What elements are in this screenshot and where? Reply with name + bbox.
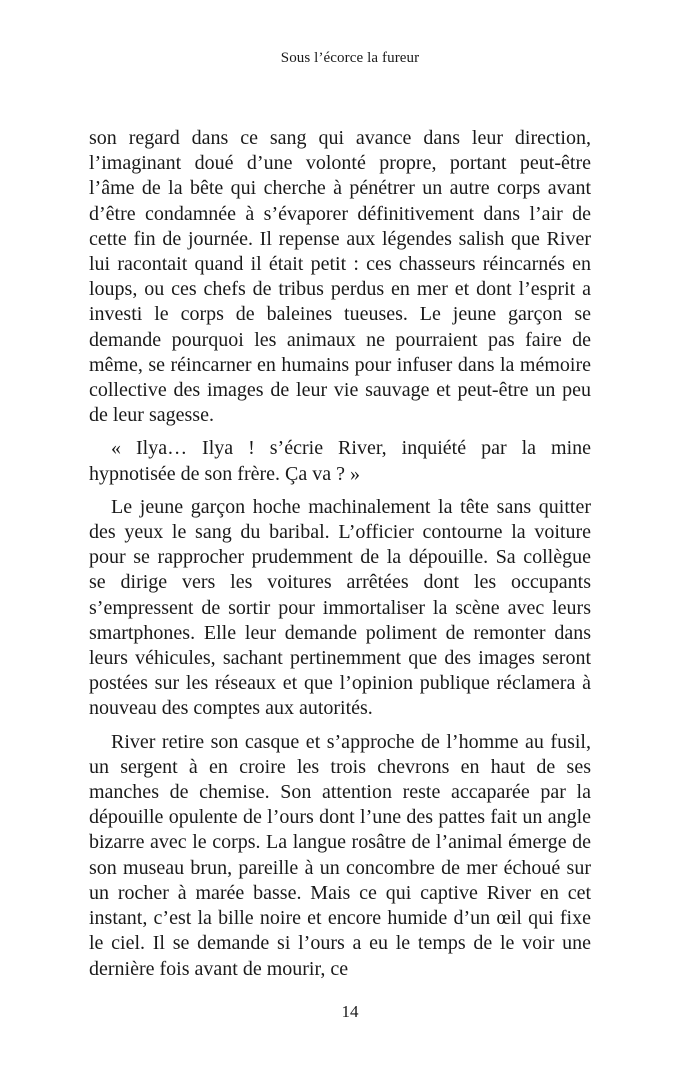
paragraph: son regard dans ce sang qui avance dans leur direction, l’imaginant doué d’une volonté propre, portant peut-être l’âme de la bête qui cherche à pénétrer un autre corps avant d’être condamnée à s’évaporer définitivement dans l’air de cette fin de journée. Il repense aux légendes salish que River lui racontait quand il était petit : ces chasseurs réincarnés en loups, ou ces chefs de tribus perdus en mer et dont l’esprit a investi le corps de baleines tueuses. Le jeune garçon se demande pourquoi les animaux ne pourraient pas faire de même, se réincarner en humains pour infuser dans la mémoire collective des images de leur vie sauvage et peut-être un peu de leur sagesse. (89, 127, 591, 427)
dialogue-paragraph: « Ilya… Ilya ! s’écrie River, inquiété par la mine hypnotisée de son frère. Ça va ? » (89, 437, 591, 485)
page-number: 14 (341, 1002, 359, 1021)
paragraph: River retire son casque et s’approche de l’homme au fusil, un sergent à en croire les trois chevrons en haut de ses manches de chemise. Son attention reste accaparée par la dépouille opulente de l’ours dont l’une des pattes fait un angle bizarre avec le corps. La langue rosâtre de l’animal émerge de son museau brun, pareille à un concombre de mer échoué sur un rocher à marée basse. Mais ce qui captive River en cet instant, c’est la bille noire et encore humide d’un œil qui fixe le ciel. Il se demande si l’ours a eu le temps de le voir une dernière fois avant de mourir, ce (89, 730, 591, 980)
body-text (89, 126, 591, 982)
running-header: Sous l’écorce la fureur (280, 50, 420, 66)
paragraph: Le jeune garçon hoche machinalement la tête sans quitter des yeux le sang du baribal. L’officier contourne la voiture pour se rapprocher prudemment de la dépouille. Sa collègue se dirige vers les voitures arrêtées dont les occupants s’empressent de sortir pour immortaliser la scène avec leurs smartphones. Elle leur demande poliment de remonter dans leurs véhicules, sachant pertinemment que des images seront postées sur les réseaux et que l’opinion publique réclamera à nouveau des comptes aux autorités. (89, 495, 591, 720)
